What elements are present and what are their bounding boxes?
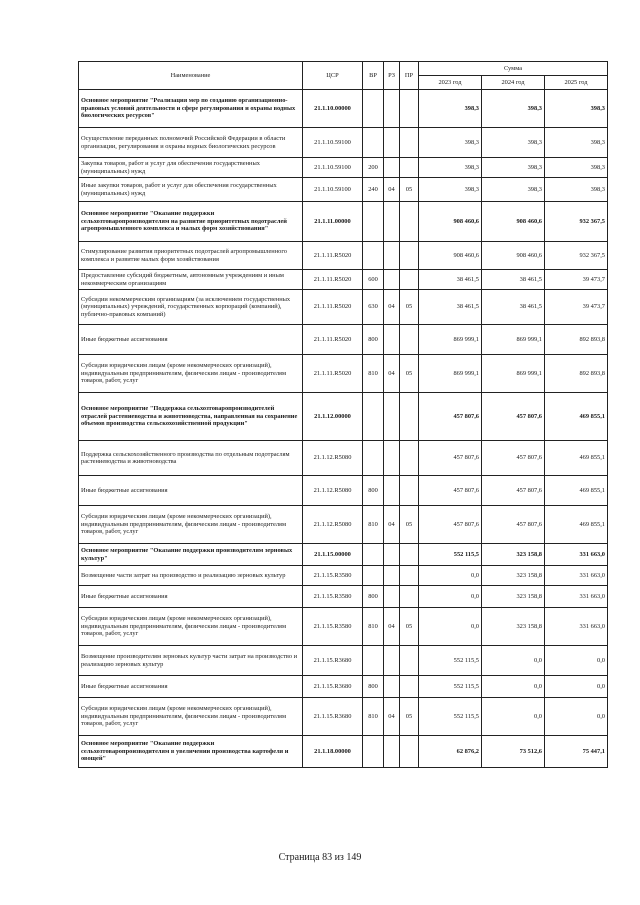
table-row [79, 90, 608, 128]
row-value-2025: 0,0 [545, 676, 608, 698]
table-row [79, 476, 608, 506]
row-value-2025: 75 447,1 [545, 736, 608, 768]
row-csr: 21.1.15.R3680 [303, 646, 363, 676]
row-pr [400, 90, 419, 128]
row-csr: 21.1.11.R5020 [303, 325, 363, 355]
row-csr: 21.1.11.R5020 [303, 355, 363, 393]
row-value-2023: 38 461,5 [419, 290, 482, 325]
table-row [79, 178, 608, 202]
row-vr: 600 [363, 270, 384, 290]
row-csr: 21.1.11.R5020 [303, 290, 363, 325]
row-value-2023: 869 999,1 [419, 325, 482, 355]
row-vr [363, 441, 384, 476]
row-rz [384, 158, 400, 178]
row-pr: 05 [400, 178, 419, 202]
row-value-2023: 552 115,5 [419, 544, 482, 566]
row-pr [400, 325, 419, 355]
row-pr [400, 544, 419, 566]
row-rz [384, 441, 400, 476]
table-row [79, 586, 608, 608]
row-rz [384, 202, 400, 242]
row-value-2025: 892 893,8 [545, 355, 608, 393]
row-pr [400, 736, 419, 768]
row-pr [400, 158, 419, 178]
row-value-2023: 0,0 [419, 608, 482, 646]
row-pr [400, 566, 419, 586]
row-pr [400, 646, 419, 676]
row-csr: 21.1.12.R5080 [303, 476, 363, 506]
row-pr [400, 676, 419, 698]
row-rz: 04 [384, 698, 400, 736]
row-vr: 810 [363, 608, 384, 646]
header-sum: Сумма [419, 62, 608, 76]
row-value-2024: 908 460,6 [482, 242, 545, 270]
row-rz: 04 [384, 178, 400, 202]
row-csr: 21.1.15.R3580 [303, 608, 363, 646]
row-value-2023: 398,3 [419, 90, 482, 128]
table-row [79, 290, 608, 325]
row-csr: 21.1.15.R3580 [303, 566, 363, 586]
row-value-2023: 457 807,6 [419, 441, 482, 476]
row-value-2024: 323 158,8 [482, 586, 545, 608]
row-csr: 21.1.10.59100 [303, 128, 363, 158]
row-value-2023: 457 807,6 [419, 506, 482, 544]
row-name: Иные закупки товаров, работ и услуг для обеспечения государственных (муниципальных) нужд [79, 178, 303, 202]
row-value-2023: 398,3 [419, 178, 482, 202]
row-vr: 800 [363, 586, 384, 608]
row-name: Субсидии юридическим лицам (кроме некоммерческих организаций), индивидуальным предпринимателям, физическим лицам - производителям товаров, работ, услуг [79, 355, 303, 393]
row-rz: 04 [384, 355, 400, 393]
row-value-2024: 0,0 [482, 676, 545, 698]
row-name: Иные бюджетные ассигнования [79, 676, 303, 698]
row-csr: 21.1.15.R3680 [303, 698, 363, 736]
row-pr: 05 [400, 355, 419, 393]
row-value-2025: 469 855,1 [545, 506, 608, 544]
row-rz [384, 476, 400, 506]
row-name: Основное мероприятие "Оказание поддержки сельхозтоваропроизводителям на развитие приоритетных подотраслей агропромышленного комплекса и малых форм хозяйствования" [79, 202, 303, 242]
row-vr [363, 393, 384, 441]
row-value-2023: 908 460,6 [419, 242, 482, 270]
table-row [79, 736, 608, 768]
table-row [79, 270, 608, 290]
table-row [79, 608, 608, 646]
row-value-2025: 398,3 [545, 90, 608, 128]
row-value-2024: 869 999,1 [482, 325, 545, 355]
table-row [79, 506, 608, 544]
row-vr [363, 544, 384, 566]
row-value-2024: 908 460,6 [482, 202, 545, 242]
row-value-2023: 398,3 [419, 158, 482, 178]
row-rz [384, 393, 400, 441]
row-pr [400, 476, 419, 506]
row-value-2024: 38 461,5 [482, 290, 545, 325]
row-value-2025: 331 663,0 [545, 608, 608, 646]
header-year-2023: 2023 год [419, 76, 482, 90]
row-value-2025: 398,3 [545, 158, 608, 178]
row-rz [384, 646, 400, 676]
row-value-2025: 469 855,1 [545, 476, 608, 506]
row-value-2024: 38 461,5 [482, 270, 545, 290]
row-csr: 21.1.18.00000 [303, 736, 363, 768]
row-value-2025: 932 367,5 [545, 242, 608, 270]
row-name: Иные бюджетные ассигнования [79, 586, 303, 608]
table-row [79, 128, 608, 158]
row-vr [363, 646, 384, 676]
row-name: Основное мероприятие "Реализация мер по созданию организационно-правовых условий деятельности и сфере регулирования и охраны водных биологических ресурсов" [79, 90, 303, 128]
row-value-2023: 398,3 [419, 128, 482, 158]
row-value-2025: 331 663,0 [545, 586, 608, 608]
row-csr: 21.1.12.00000 [303, 393, 363, 441]
row-value-2024: 398,3 [482, 158, 545, 178]
header-name: Наименование [79, 62, 303, 90]
row-value-2023: 0,0 [419, 566, 482, 586]
header-vr: ВР [363, 62, 384, 90]
row-rz [384, 128, 400, 158]
budget-table [78, 61, 608, 768]
row-rz [384, 544, 400, 566]
row-pr [400, 270, 419, 290]
row-rz [384, 566, 400, 586]
row-value-2025: 0,0 [545, 646, 608, 676]
table-row [79, 646, 608, 676]
table-row [79, 566, 608, 586]
row-vr: 810 [363, 698, 384, 736]
row-value-2024: 457 807,6 [482, 393, 545, 441]
row-value-2025: 398,3 [545, 128, 608, 158]
row-vr [363, 202, 384, 242]
row-pr [400, 393, 419, 441]
row-value-2024: 0,0 [482, 646, 545, 676]
row-rz [384, 736, 400, 768]
table-row [79, 202, 608, 242]
header-year-2024: 2024 год [482, 76, 545, 90]
row-pr [400, 242, 419, 270]
row-value-2023: 552 115,5 [419, 698, 482, 736]
row-vr: 810 [363, 355, 384, 393]
header-pr: ПР [400, 62, 419, 90]
table-row [79, 676, 608, 698]
row-value-2023: 869 999,1 [419, 355, 482, 393]
row-pr: 05 [400, 506, 419, 544]
row-name: Возмещение производителям зерновых культур части затрат на производство и реализацию зерновых культур [79, 646, 303, 676]
row-pr [400, 128, 419, 158]
row-pr: 05 [400, 608, 419, 646]
row-vr [363, 566, 384, 586]
table-row [79, 325, 608, 355]
row-vr: 200 [363, 158, 384, 178]
row-rz: 04 [384, 506, 400, 544]
row-value-2023: 0,0 [419, 586, 482, 608]
row-csr: 21.1.12.R5080 [303, 441, 363, 476]
row-value-2025: 0,0 [545, 698, 608, 736]
row-vr [363, 128, 384, 158]
row-value-2025: 39 473,7 [545, 270, 608, 290]
table-row [79, 355, 608, 393]
row-value-2023: 62 876,2 [419, 736, 482, 768]
row-name: Субсидии юридическим лицам (кроме некоммерческих организаций), индивидуальным предпринимателям, физическим лицам - производителям товаров, работ, услуг [79, 506, 303, 544]
row-vr [363, 736, 384, 768]
row-vr: 630 [363, 290, 384, 325]
row-name: Иные бюджетные ассигнования [79, 476, 303, 506]
header-csr: ЦСР [303, 62, 363, 90]
row-csr: 21.1.10.59100 [303, 158, 363, 178]
row-value-2024: 457 807,6 [482, 441, 545, 476]
row-value-2024: 398,3 [482, 128, 545, 158]
table-row [79, 393, 608, 441]
row-value-2024: 457 807,6 [482, 506, 545, 544]
table-body [79, 90, 608, 768]
row-value-2024: 398,3 [482, 178, 545, 202]
row-csr: 21.1.12.R5080 [303, 506, 363, 544]
row-name: Стимулирование развития приоритетных подотраслей агропромышленного комплекса и развитие малых форм хозяйствования [79, 242, 303, 270]
row-value-2023: 908 460,6 [419, 202, 482, 242]
row-csr: 21.1.10.59100 [303, 178, 363, 202]
row-pr: 05 [400, 290, 419, 325]
row-value-2024: 457 807,6 [482, 476, 545, 506]
row-pr: 05 [400, 698, 419, 736]
row-name: Основное мероприятие "Оказание поддержки сельхозтоваропроизводителям в увеличении производства картофеля и овощей" [79, 736, 303, 768]
row-name: Субсидии юридическим лицам (кроме некоммерческих организаций), индивидуальным предпринимателям, физическим лицам - производителям товаров, работ, услуг [79, 608, 303, 646]
row-value-2023: 457 807,6 [419, 393, 482, 441]
row-value-2025: 892 893,8 [545, 325, 608, 355]
row-value-2023: 38 461,5 [419, 270, 482, 290]
row-rz [384, 90, 400, 128]
table-row [79, 544, 608, 566]
row-csr: 21.1.15.R3580 [303, 586, 363, 608]
page-number: Страница 83 из 149 [278, 852, 362, 863]
row-csr: 21.1.15.00000 [303, 544, 363, 566]
row-vr [363, 242, 384, 270]
row-value-2024: 73 512,6 [482, 736, 545, 768]
row-name: Закупка товаров, работ и услуг для обеспечения государственных (муниципальных) нужд [79, 158, 303, 178]
row-value-2023: 457 807,6 [419, 476, 482, 506]
row-name: Возмещение части затрат на производство и реализацию зерновых культур [79, 566, 303, 586]
row-name: Иные бюджетные ассигнования [79, 325, 303, 355]
row-rz [384, 270, 400, 290]
row-vr [363, 90, 384, 128]
row-csr: 21.1.11.00000 [303, 202, 363, 242]
row-vr: 800 [363, 676, 384, 698]
row-vr: 240 [363, 178, 384, 202]
row-vr: 800 [363, 325, 384, 355]
header-rz: РЗ [384, 62, 400, 90]
row-vr: 810 [363, 506, 384, 544]
row-name: Субсидии юридическим лицам (кроме некоммерческих организаций), индивидуальным предпринимателям, физическим лицам - производителям товаров, работ, услуг [79, 698, 303, 736]
table-row [79, 158, 608, 178]
row-name: Предоставление субсидий бюджетным, автономным учреждениям и иным некоммерческим организациям [79, 270, 303, 290]
row-value-2024: 323 158,8 [482, 544, 545, 566]
row-value-2024: 0,0 [482, 698, 545, 736]
row-name: Субсидии некоммерческим организациям (за исключением государственных (муниципальных) учреждений, государственных корпораций (компаний), публично-правовых компаний) [79, 290, 303, 325]
row-pr [400, 441, 419, 476]
header-year-2025: 2025 год [545, 76, 608, 90]
row-value-2025: 398,3 [545, 178, 608, 202]
row-vr: 800 [363, 476, 384, 506]
row-value-2025: 932 367,5 [545, 202, 608, 242]
row-rz [384, 586, 400, 608]
table-row [79, 441, 608, 476]
row-rz [384, 676, 400, 698]
row-pr [400, 202, 419, 242]
row-value-2024: 869 999,1 [482, 355, 545, 393]
row-name: Поддержка сельскохозяйственного производства по отдельным подотраслям растениеводства и животноводства [79, 441, 303, 476]
row-value-2024: 323 158,8 [482, 608, 545, 646]
row-value-2024: 323 158,8 [482, 566, 545, 586]
row-value-2025: 469 855,1 [545, 393, 608, 441]
row-value-2024: 398,3 [482, 90, 545, 128]
row-name: Осуществление переданных полномочий Российской Федерации в области организации, регулирования и охраны водных биологических ресурсов [79, 128, 303, 158]
row-rz [384, 242, 400, 270]
table-row [79, 242, 608, 270]
row-name: Основное мероприятие "Поддержка сельхозтоваропроизводителей отраслей растениеводства и животноводства, направленная на сохранение объемов производства сельскохозяйственной продукции" [79, 393, 303, 441]
row-value-2023: 552 115,5 [419, 646, 482, 676]
row-value-2025: 331 663,0 [545, 544, 608, 566]
row-value-2025: 39 473,7 [545, 290, 608, 325]
row-name: Основное мероприятие "Оказание поддержки производителям зерновых культур" [79, 544, 303, 566]
row-value-2023: 552 115,5 [419, 676, 482, 698]
row-value-2025: 469 855,1 [545, 441, 608, 476]
row-rz: 04 [384, 608, 400, 646]
table-row [79, 698, 608, 736]
row-csr: 21.1.10.00000 [303, 90, 363, 128]
row-value-2025: 331 663,0 [545, 566, 608, 586]
row-rz [384, 325, 400, 355]
row-csr: 21.1.11.R5020 [303, 242, 363, 270]
row-csr: 21.1.11.R5020 [303, 270, 363, 290]
row-csr: 21.1.15.R3680 [303, 676, 363, 698]
row-rz: 04 [384, 290, 400, 325]
row-pr [400, 586, 419, 608]
